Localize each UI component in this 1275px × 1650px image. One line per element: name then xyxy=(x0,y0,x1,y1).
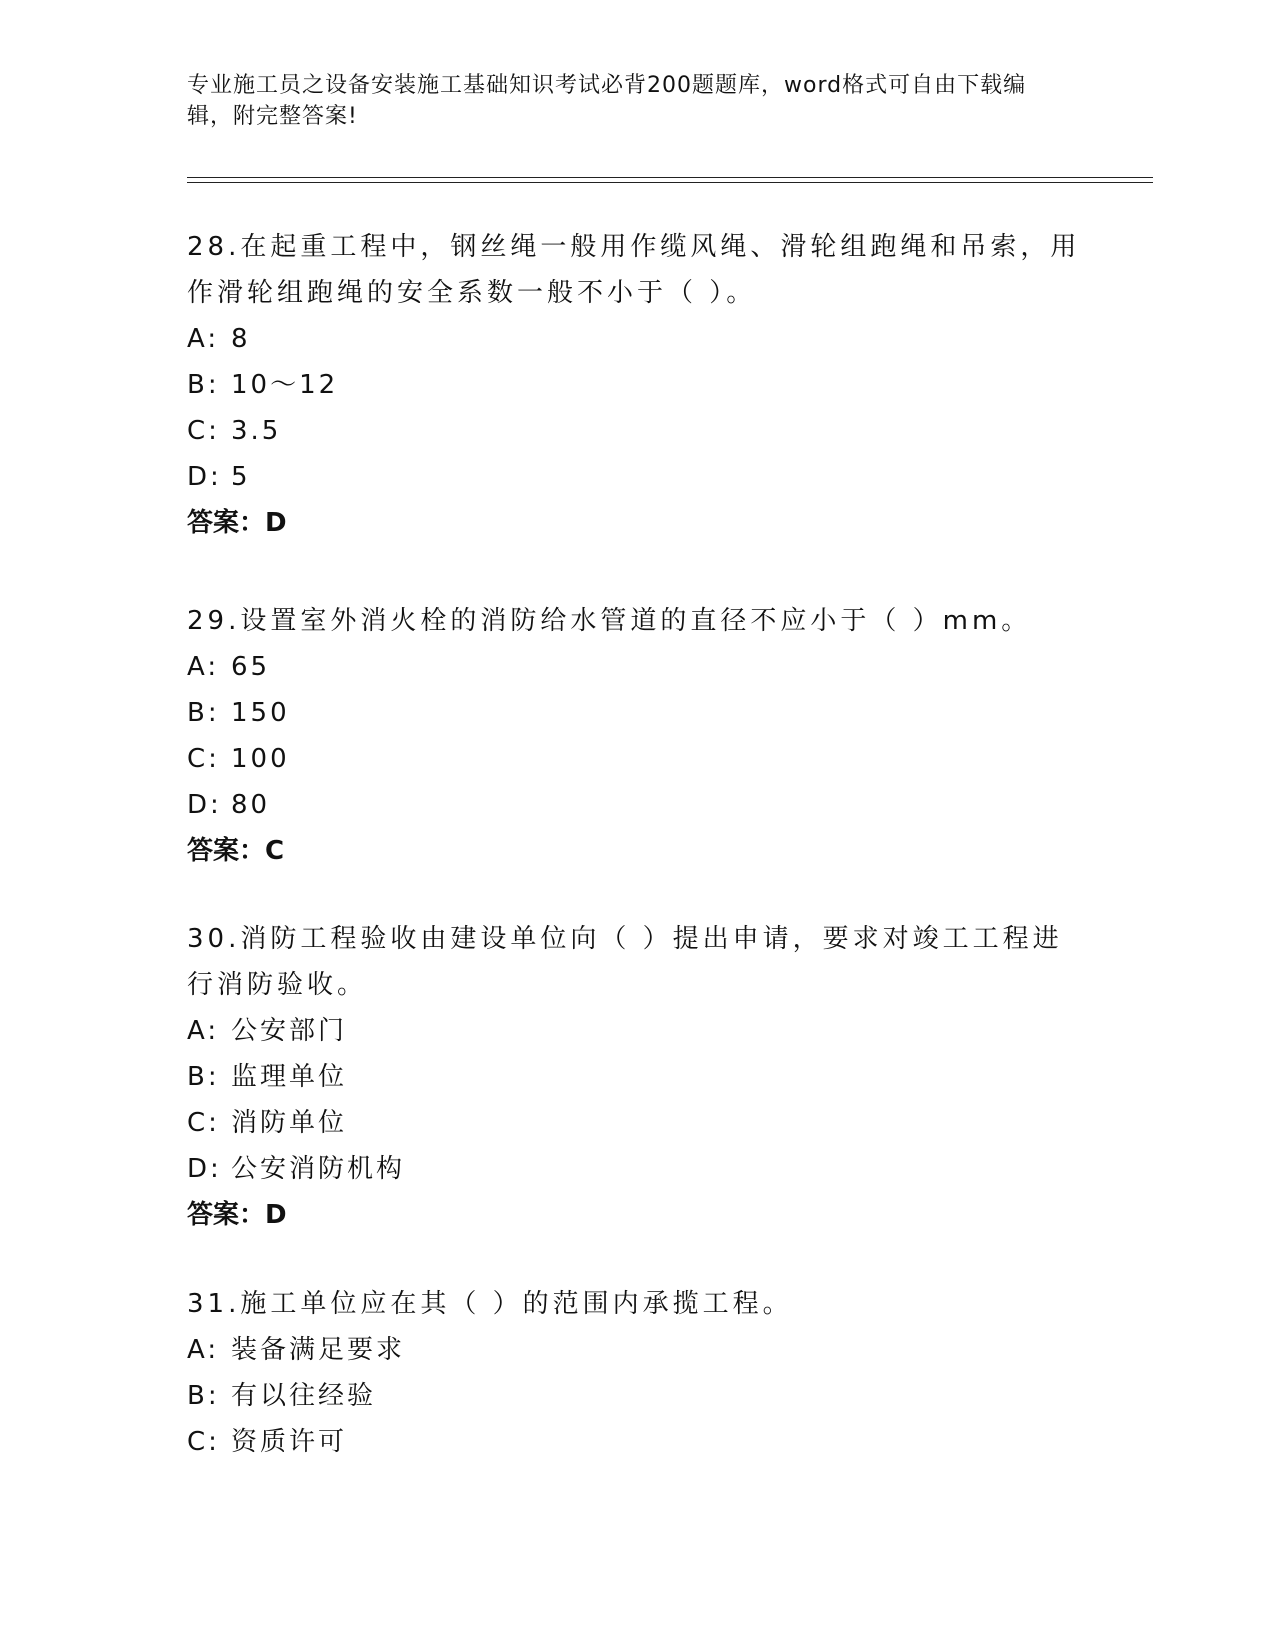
header-divider-top xyxy=(187,177,1153,178)
option-text: 监理单位 xyxy=(231,1062,348,1092)
option-text: 有以往经验 xyxy=(231,1381,377,1411)
question-30 xyxy=(187,916,1087,1238)
option-text: 80 xyxy=(231,790,271,820)
option-d xyxy=(187,782,1087,828)
option-letter: C: xyxy=(187,744,220,774)
option-letter: A: xyxy=(187,1016,220,1046)
option-c xyxy=(187,1100,1087,1146)
answer-line xyxy=(187,1192,1087,1238)
option-letter: C: xyxy=(187,1427,220,1457)
answer-line xyxy=(187,828,1087,874)
option-a xyxy=(187,1008,1087,1054)
answer-value: C xyxy=(265,836,285,866)
option-letter: D: xyxy=(187,462,222,492)
option-text: 150 xyxy=(231,698,290,728)
option-letter: C: xyxy=(187,1108,220,1138)
option-text: 65 xyxy=(231,652,271,682)
option-d xyxy=(187,454,1087,500)
option-b xyxy=(187,1054,1087,1100)
option-letter: D: xyxy=(187,1154,222,1184)
option-letter: A: xyxy=(187,1335,220,1365)
answer-label: 答案： xyxy=(187,836,266,866)
option-letter: B: xyxy=(187,370,220,400)
answer-label: 答案： xyxy=(187,1200,266,1230)
question-stem: 28.在起重工程中，钢丝绳一般用作缆风绳、滑轮组跑绳和吊索，用作滑轮组跑绳的安全系数一般不小于（ ）。 xyxy=(187,232,1081,308)
option-letter: A: xyxy=(187,324,220,354)
header-divider-bottom xyxy=(187,182,1153,183)
question-stem: 31.施工单位应在其（ ）的范围内承揽工程。 xyxy=(187,1289,793,1319)
document-header xyxy=(187,70,1067,132)
question-31 xyxy=(187,1281,1087,1465)
option-text: 公安部门 xyxy=(231,1016,348,1046)
answer-value: D xyxy=(265,1200,287,1230)
question-28 xyxy=(187,224,1087,546)
option-letter: B: xyxy=(187,1381,220,1411)
option-c xyxy=(187,408,1087,454)
option-a xyxy=(187,644,1087,690)
option-letter: D: xyxy=(187,790,222,820)
option-text: 消防单位 xyxy=(231,1108,348,1138)
option-text: 资质许可 xyxy=(231,1427,348,1457)
question-29 xyxy=(187,598,1087,874)
answer-line xyxy=(187,500,1087,546)
option-letter: A: xyxy=(187,652,220,682)
question-stem: 30.消防工程验收由建设单位向（ ）提出申请，要求对竣工工程进行消防验收。 xyxy=(187,924,1063,1000)
option-a xyxy=(187,1327,1087,1373)
option-b xyxy=(187,690,1087,736)
option-c xyxy=(187,736,1087,782)
option-text: 公安消防机构 xyxy=(231,1154,406,1184)
option-b xyxy=(187,362,1087,408)
option-letter: B: xyxy=(187,698,220,728)
option-text: 5 xyxy=(231,462,251,492)
option-d xyxy=(187,1146,1087,1192)
option-letter: B: xyxy=(187,1062,220,1092)
option-letter: C: xyxy=(187,416,220,446)
answer-value: D xyxy=(265,508,287,538)
option-text: 100 xyxy=(231,744,290,774)
option-text: 10～12 xyxy=(231,370,339,400)
document-title: 专业施工员之设备安装施工基础知识考试必背200题题库，word格式可自由下载编辑，附完整答案! xyxy=(187,73,1027,129)
answer-label: 答案： xyxy=(187,508,266,538)
option-b xyxy=(187,1373,1087,1419)
option-a xyxy=(187,316,1087,362)
option-text: 3.5 xyxy=(231,416,282,446)
option-c xyxy=(187,1419,1087,1465)
question-stem: 29.设置室外消火栓的消防给水管道的直径不应小于（ ）mm。 xyxy=(187,606,1032,636)
option-text: 8 xyxy=(231,324,251,354)
option-text: 装备满足要求 xyxy=(231,1335,406,1365)
